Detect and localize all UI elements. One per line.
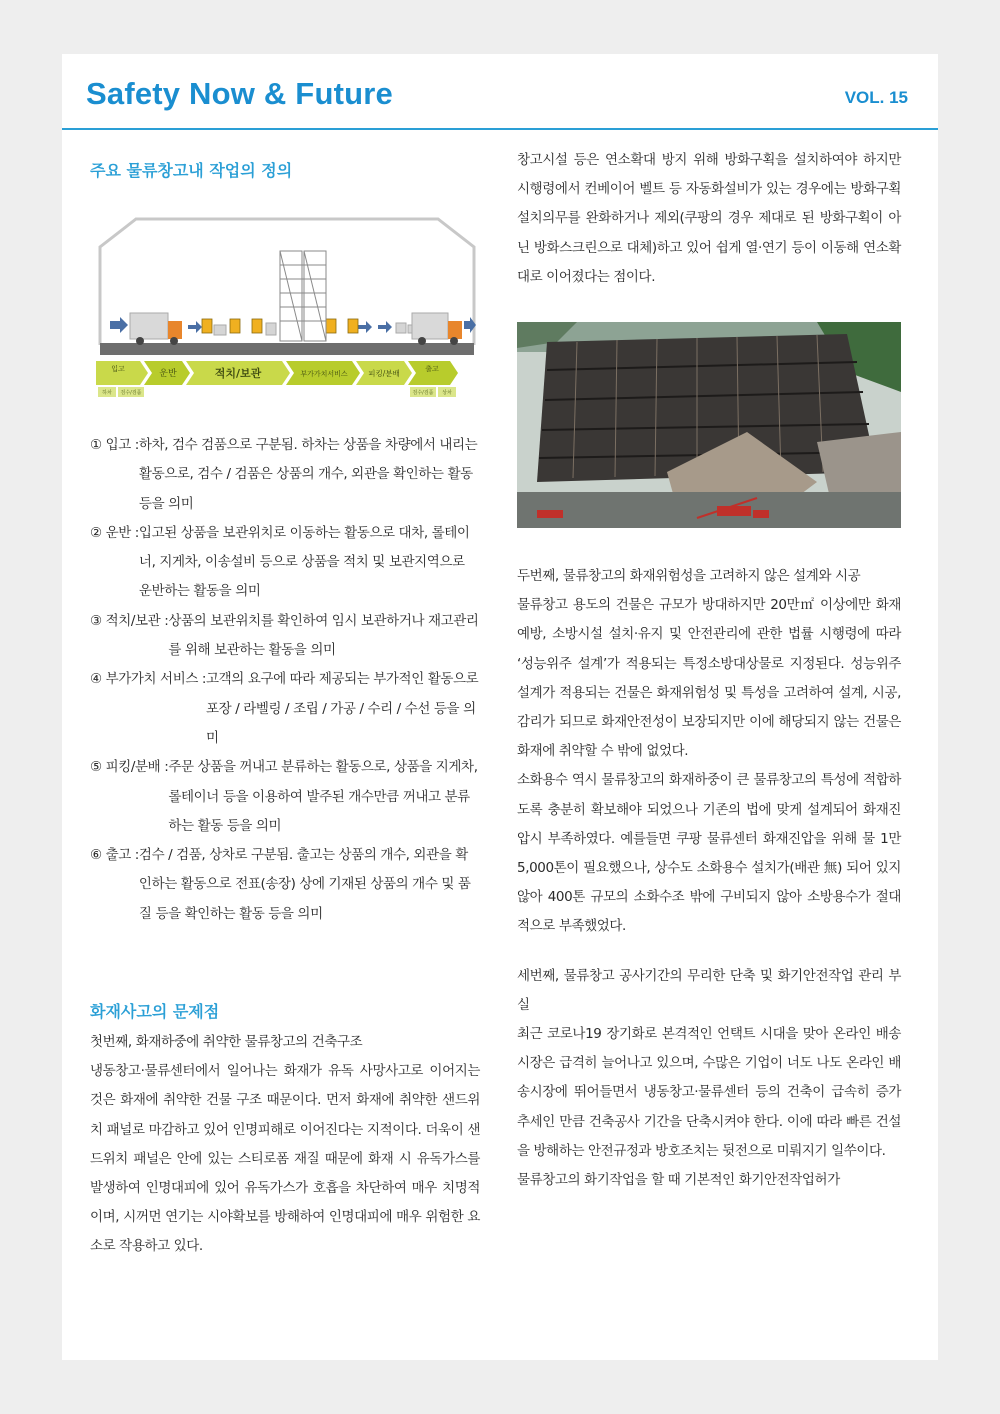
definition-desc: 상품의 보관위치를 확인하여 임시 보관하거나 재고관리를 위해 보관하는 활동을 의미 [168, 612, 479, 659]
stage-label-picking: 피킹/분배 [368, 369, 400, 378]
section-title-fire-problems: 화재사고의 문제점 [90, 1002, 220, 1022]
substage-labels [98, 387, 456, 397]
definition-term: ④ 부가가치 서비스 : [90, 671, 207, 688]
stage-label-transport: 운반 [159, 369, 177, 379]
list-item [90, 519, 480, 607]
process-stage-bar [96, 361, 458, 385]
section-title-work-definitions: 주요 물류창고내 작업의 정의 [90, 161, 293, 180]
list-item [90, 431, 480, 519]
definition-desc: 하차, 검수 검품으로 구분됨. 하차는 상품을 차량에서 내리는 활동으로, 검수 / 검품은 상품의 개수, 외관을 확인하는 활동 등을 의미 [138, 437, 478, 512]
volume-number: VOL. 15 [844, 88, 908, 107]
definition-term: ③ 적치/보관 : [90, 612, 169, 629]
stage-label-inbound: 입고 [111, 365, 125, 373]
first-point-heading: 첫번째, 화재하중에 취약한 물류창고의 건축구조 [90, 1034, 363, 1051]
definition-desc: 주문 상품을 꺼내고 분류하는 활동으로, 상품을 지게차, 롤테이너 등을 이용하여 발주된 개수만큼 꺼내고 분류하는 활동 등을 의미 [168, 759, 478, 834]
right-column [517, 152, 901, 1195]
substage-inspection-in: 검수/검품 [120, 390, 142, 396]
second-point-body-2: 소화용수 역시 물류창고의 화재하중이 큰 물류창고의 특성에 적합하도록 충분히 확보해야 되었으나 기존의 법에 맞게 설계되어 화재진압시 부족하였다. 예를들면 쿠팡 물류센터 화재진압을 위해 물 1만5,000톤이 필요했으나, 상수도 소화용수 설치가(배관 無) 되어 있지 않아 400톤 규모의 소화수조 밖에 구비되지 않아 소방용수가 절대적으로 부족했었다. [517, 772, 901, 935]
definition-term: ⑤ 피킹/분배 : [90, 759, 169, 776]
list-item [90, 665, 480, 753]
intro-paragraph: 창고시설 등은 연소확대 방지 위해 방화구획을 설치하여야 하지만 시행령에서 컨베이어 벨트 등 자동화설비가 있는 경우에는 방화구획 설치의무를 완화하거나 제외(쿠팡의 경우 제대로 된 방화구획이 아닌 방화스크린으로 대체)하고 있어 쉽게 열·연기 등이 이동해 연소확대로 이어졌다는 점이다. [517, 152, 901, 285]
third-point-body-1: 최근 코로나19 장기화로 본격적인 언택트 시대을 맞아 온라인 배송시장은 급격히 늘어나고 있으며, 수많은 기업이 너도 나도 온라인 배송시장에 뛰어들면서 냉동창고·물류센터 등의 건축이 급속히 증가 추세인 만큼 건축공사 기간을 단축시켜야 한다. 이에 따라 빠른 건설을 방해하는 안전규정과 방호조치는 뒷전으로 미뤄지기 일쑤이다. [517, 1026, 901, 1159]
stage-label-value-added: 부가가치서비스 [300, 370, 348, 378]
list-item [90, 841, 480, 929]
third-point-body-2: 물류창고의 화기작업을 할 때 기본적인 화기안전작업허가 [517, 1172, 840, 1189]
page [62, 54, 938, 1360]
substage-unloading: 하차 [102, 390, 112, 396]
left-column [90, 158, 480, 1262]
stage-label-outbound: 출고 [425, 365, 439, 373]
inbound-truck-icon [130, 313, 182, 345]
work-definitions-list [90, 431, 480, 929]
definition-term: ⑥ 출고 : [90, 847, 139, 864]
stage-label-storage: 적치/보관 [214, 367, 262, 380]
list-item [90, 753, 480, 841]
definition-term: ② 운반 : [90, 524, 139, 541]
newsletter-title: Safety Now & Future [86, 76, 393, 111]
definition-desc: 검수 / 검품, 상차로 구분됨. 출고는 상품의 개수, 외관을 확인하는 활동으로 전표(송장) 상에 기재된 상품의 개수 및 품질 등을 확인하는 활동 등을 의미 [138, 847, 471, 922]
warehouse-floor [100, 343, 474, 355]
outbound-truck-icon [412, 313, 462, 345]
burned-warehouse-photo [517, 322, 901, 528]
definition-desc: 입고된 상품을 보관위치로 이동하는 활동으로 대차, 롤테이너, 지게차, 이송설비 등으로 상품을 적치 및 보관지역으로 운반하는 활동을 의미 [138, 524, 470, 600]
list-item [90, 607, 480, 666]
substage-inspection-out: 검수/검품 [412, 390, 434, 396]
first-point-body: 냉동창고·물류센터에서 일어나는 화재가 유독 사망사고로 이어지는 것은 화재에 취약한 건물 구조 때문이다. 먼저 화재에 취약한 샌드위치 패널로 마감하고 있어 인명피해로 이어진다는 지적이다. 더욱이 샌드위치 패널은 안에 있는 스티로폼 재질 때문에 화재 시 유독가스를 발생하여 인명대피에 있어 유독가스가 호흡을 차단하여 매우 치명적이며, 시꺼먼 연기는 시야확보를 방해하여 인명대피에 매우 위험한 요소로 작용하고 있다. [90, 1063, 480, 1255]
definition-desc: 고객의 요구에 따라 제공되는 부가적인 활동으로 포장 / 라벨링 / 조립 / 가공 / 수리 / 수선 등을 의미 [206, 671, 479, 746]
storage-racks [280, 251, 326, 341]
page-header [62, 54, 938, 130]
definition-term: ① 입고 : [90, 437, 139, 453]
second-point-body-1: 물류창고 용도의 건물은 규모가 방대하지만 20만㎡ 이상에만 화재예방, 소방시설 설치·유지 및 안전관리에 관한 법률 시행령에 따라 ‘성능위주 설계’가 적용되는 특정소방대상물로 지정된다. 성능위주설계가 적용되는 건물은 화재위험성 및 특성을 고려하여 설계, 시공, 감리가 되므로 화재안전성이 보장되지만 이에 해당되지 않는 건물은 화재에 취약할 수 밖에 없었다. [517, 597, 901, 760]
second-point-heading: 두번째, 물류창고의 화재위험성을 고려하지 않은 설계와 시공 [517, 568, 861, 585]
warehouse-process-diagram [90, 195, 482, 403]
third-point-heading: 세번째, 물류창고 공사기간의 무리한 단축 및 화기안전작업 관리 부실 [517, 967, 901, 1013]
substage-loading: 상차 [442, 390, 452, 396]
